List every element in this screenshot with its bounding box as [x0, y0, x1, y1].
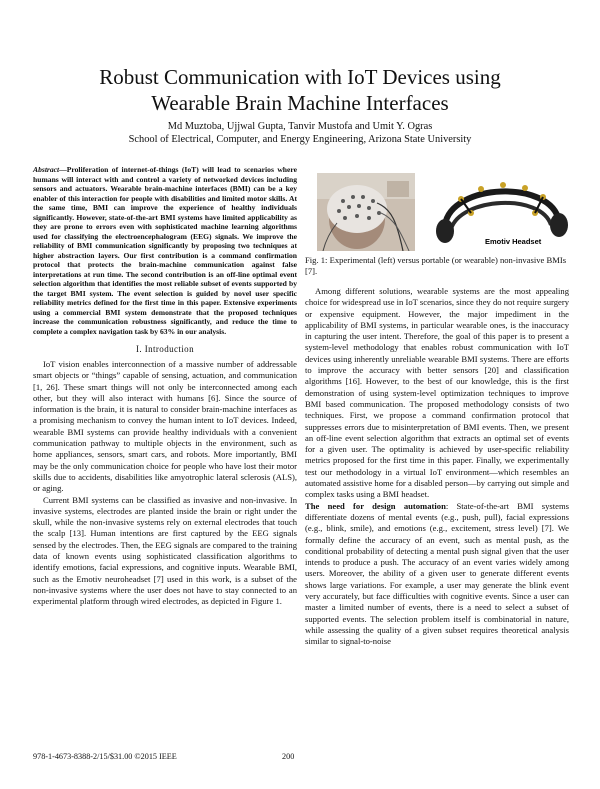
abstract-label: Abstract [33, 165, 60, 174]
experimental-bmi-photo [317, 173, 415, 251]
title-line-1: Robust Communication with IoT Devices using [99, 65, 501, 89]
figure-1-caption: Fig. 1: Experimental (left) versus portable (or wearable) non-invasive BMIs [7]. [305, 255, 567, 276]
authors: Md Muztoba, Ujjwal Gupta, Tanvir Mustofa and Umit Y. Ogras [167, 121, 433, 132]
design-automation-heading: The need for design automation [305, 500, 446, 511]
section-heading-introduction: I. Introduction [136, 344, 194, 354]
abstract-text: Proliferation of internet-of-things (IoT) will lead to scenarios where humans will interact with and control a variety of networked devices including sensors and actuators. Wearable brain-machine interfaces (BMI) can be a key enabler of this interaction for people with disabilities and limited motor skills. At the same time, BMI can improve the experience of healthy individuals significantly. However, state-of-the-art BMI systems have limited applicability as they are prone to errors even with sophisticated machine learning algorithms used for classifying the electroencephalogram (EEG) signals. We improve the reliability of BMI communication significantly by proposing two techniques at higher abstraction layers. Our first contribution is a command confirmation protocol that protects the brain-machine communication against false interpretations at run time. The second contribution is an off-line optimal event selection algorithm that identifies the most reliable subset of events supported by the target BMI system. The event selection is guided by novel user specific reliability metrics defined for the first time in this paper. Extensive experiments using a commercial BMI system demonstrate that the proposed techniques increase the communication robustness significantly, and reduce the time to complete a complex navigation task by 63% in our analysis. [33, 165, 297, 336]
intro-paragraph-2: Current BMI systems can be classified as invasive and non-invasive. In invasive systems, electrodes are planted inside the brain or right under the skull, while the non-invasive systems rely on external electrodes that touch the scalp [13]. Human intentions are first captured by the EEG signals sensed by the electrodes. Then, the EEG signals are compared to the training data of known events using sophisticated classification algorithms to identify emotions, facial expressions, and cognitive inputs. Wearable BMI, such as the Emotiv neuroheadset [7] used in this work, is a subset of the non-invasive systems where the user does not have to stay connected to an experimental platform through wired electrodes, as depicted in Figure 1. [33, 494, 297, 607]
copyright-footer: 978-1-4673-8388-2/15/$31.00 ©2015 IEEE [33, 752, 177, 761]
right-column [305, 173, 569, 648]
title-line-2: Wearable Brain Machine Interfaces [151, 91, 449, 115]
abstract: Abstract—Proliferation of internet-of-things (IoT) will lead to scenarios where humans will interact with and control a variety of networked devices including sensors and actuators. Wearable brain-machine interfaces (BMI) can be a key enabler of this interaction for people with disabilities and limited motor skills. At the same time, BMI can improve the experience of healthy individuals significantly. However, state-of-the-art BMI systems have limited applicability as they are prone to errors even with sophisticated machine learning algorithms used for classifying the electroencephalogram (EEG) signals. We improve the reliability of BMI communication significantly by proposing two techniques at higher abstraction layers. Our first contribution is a command confirmation protocol that protects the brain-machine communication against false interpretations at run time. The second contribution is an off-line optimal event selection algorithm that identifies the most reliable subset of events supported by the target BMI system. The event selection is guided by novel user specific reliability metrics defined for the first time in this paper. Extensive experiments using a commercial BMI system demonstrate that the proposed techniques increase the communication robustness significantly, and reduce the time to complete a complex navigation task by 63% in our analysis. [33, 165, 297, 336]
paper-title [40, 64, 560, 116]
right-paragraph-2 [305, 501, 569, 648]
figure-label-emotiv-headset: Emotiv Headset [485, 237, 542, 246]
intro-paragraph-1: IoT vision enables interconnection of a massive number of addressable smart objects or “things” capable of sensing, actuation, and communication [1, 26]. These smart things will not only be interconnected among each other, but they will also interact with humans [6]. Since the source of information is the brain, it is natural to consider brain-machine interfaces as a promising mechanism to convey the human intent to IoT devices. Indeed, wearable BMI systems can provide healthy individuals with a convenient communication pathway to multiple objects in the environment, such as home appliances, sensors, smart cars, and robots. More importantly, BMI may be the only communication choice for people who have lost their motor skills due to accidents, disabilities like amyotrophic lateral sclerosis (ALS), or aging. [33, 359, 297, 494]
right-paragraph-1: Among different solutions, wearable systems are the most appealing choice for widespread use in IoT scenarios, since they do not require surgery or expensive equipment. However, the major impediment in the applicability of BMI systems, in particular wearable ones, is the inaccuracy in capturing the user intent. Therefore, the goal of this paper is to present a system-level methodology that enables robust communication with IoT devices using inherently unreliable wearable BMI systems. There are efforts to improve the accuracy with better sensors [20] and classification algorithms [16]. However, to the best of our knowledge, this is the first demonstration of using system-level optimization techniques to improve BMI based communication. The proposed methodology consists of two techniques. First, we propose a command confirmation protocol that suppresses errors due to misinterpretation of BMI events. Then, we present an off-line event selection algorithm that extracts an optimal set of events for a given user. The optimality is achieved by user-specific reliability metrics proposed for the first time in this paper. Finally, we experimentally test our methodology in a virtual IoT environment—which resembles an automated assistive home for a disabled person—by carrying out simple and complex tasks using a BMI headset. [305, 286, 569, 500]
page-number: 200 [282, 752, 295, 761]
left-column [33, 165, 297, 608]
affiliation: School of Electrical, Computer, and Energy Engineering, Arizona State University [128, 134, 472, 145]
right-paragraph-2-text: : State-of-the-art BMI systems differentiate dozens of mental events (e.g., push, pull), facial expressions (e.g., blink, smile), and emotions (e.g., excitement, stress level) [7]. We formally define the accuracy of an event, such as mental push, as the conditional probability of detecting a mental push signal given that the user intends to produce a push. The accuracy of an event varies widely among users. Moreover, the ability of a given user to generate different events shows large variations. For example, a user may generate the blink event very accurately, but face difficulties with cognitive events. Since a user can master a limited number of events, there is a need to select a subset of supported events. The selection problem itself is combinatorial in nature, while assessing the quality of a given subset requires theoretical analysis similar to signal-to-noise [305, 500, 569, 647]
figure-1 [311, 173, 571, 251]
